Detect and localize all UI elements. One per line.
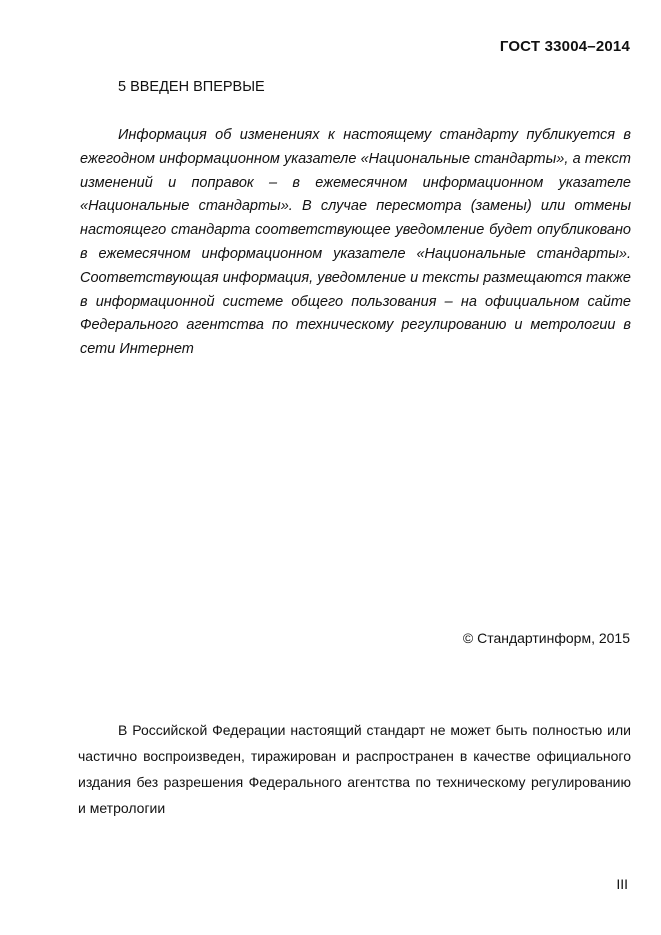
copyright-notice: © Стандартинформ, 2015 <box>462 630 630 646</box>
reproduction-restriction-note: В Российской Федерации настоящий стандарт не может быть полностью или частично воспроизведен, тиражирован и распространен в качестве официального издания без разрешения Федерального агентства по техническому регулированию и метрологии <box>78 722 631 816</box>
amendments-publication-note: Информация об изменениях к настоящему стандарту публикуется в ежегодном информационном указателе «Национальные стандарты», а текст изменений и поправок – в ежемесячном информационном указателе «Национальные стандарты». В случае пересмотра (замены) или отмены настоящего стандарта соответствующее уведомление будет опубликовано в ежемесячном информационном указателе «Национальные стандарты». Соответствующая информация, уведомление и тексты размещаются также в информационной системе общего пользования – на официальном сайте Федерального агентства по техническому регулированию и метрологии в сети Интернет <box>80 127 631 358</box>
foreword-item-5-heading: 5 ВВЕДЕН ВПЕРВЫЕ <box>118 79 265 95</box>
page-number: III <box>616 876 628 892</box>
document-designation-header: ГОСТ 33004–2014 <box>499 38 630 55</box>
